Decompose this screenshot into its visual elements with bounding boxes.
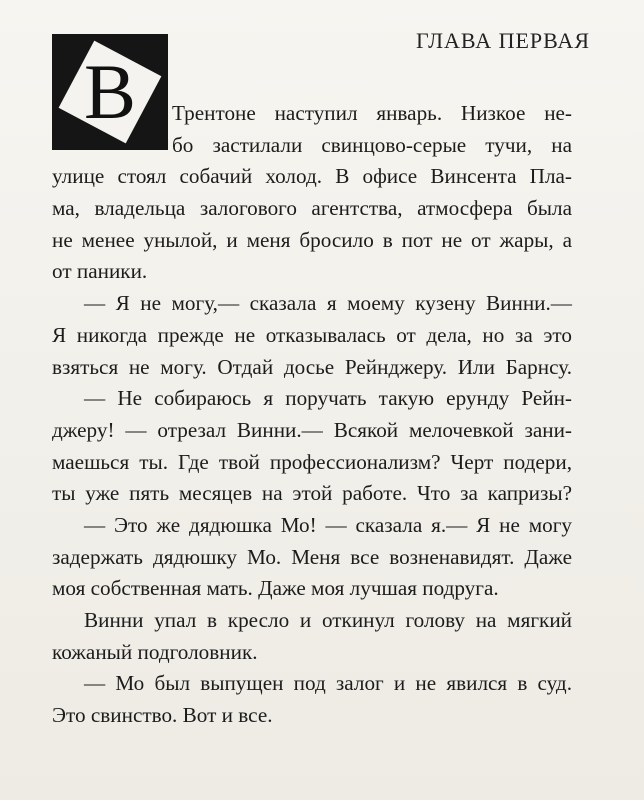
chapter-body — [52, 98, 572, 732]
text-line: ты уже пять месяцев на этой работе. Что за капризы? — [52, 481, 572, 506]
text-line: не менее унылой, и меня бросило в пот не от жары, а — [52, 227, 572, 252]
chapter-heading: ГЛАВА ПЕРВАЯ — [416, 28, 590, 53]
drop-cap-letter: В — [83, 48, 137, 135]
text-line: Винни упал в кресло и откинул голову на мягкий — [84, 608, 572, 632]
text-line: улице стоял собачий холод. В офисе Винсента Пла- — [52, 164, 572, 189]
text-line: Трентоне наступил январь. Низкое не- — [172, 101, 572, 125]
text-line: Это свинство. Вот и все. — [52, 703, 273, 728]
text-line: — Мо был выпущен под залог и не явился в суд. — [84, 671, 572, 696]
text-line: ма, владельца залогового агентства, атмосфера была — [52, 196, 572, 221]
text-line: — Не собираюсь я поручать такую ерунду Рейн- — [84, 386, 572, 411]
text-line: взяться не могу. Отдай досье Рейнджеру. Или Барнсу. — [52, 354, 572, 379]
text-line: от паники. — [52, 259, 148, 284]
text-line: задержать дядюшку Мо. Меня все возненавидят. Даже — [52, 544, 572, 569]
text-line: бо застилали свинцово-серые тучи, на — [172, 132, 572, 157]
text-line: Я никогда прежде не отказывалась от дела, но за это — [52, 322, 572, 347]
text-line: кожаный подголовник. — [52, 639, 258, 664]
text-line: — Я не могу,— сказала я моему кузену Винни.— — [84, 291, 572, 316]
text-line: маешься ты. Где твой профессионализм? Черт подери, — [52, 449, 572, 474]
text-line: моя собственная мать. Даже моя лучшая подруга. — [52, 576, 499, 601]
text-line: — Это же дядюшка Мо! — сказала я.— Я не могу — [84, 512, 572, 537]
text-line: джеру! — отрезал Винни.— Всякой мелочевкой зани- — [52, 417, 572, 442]
